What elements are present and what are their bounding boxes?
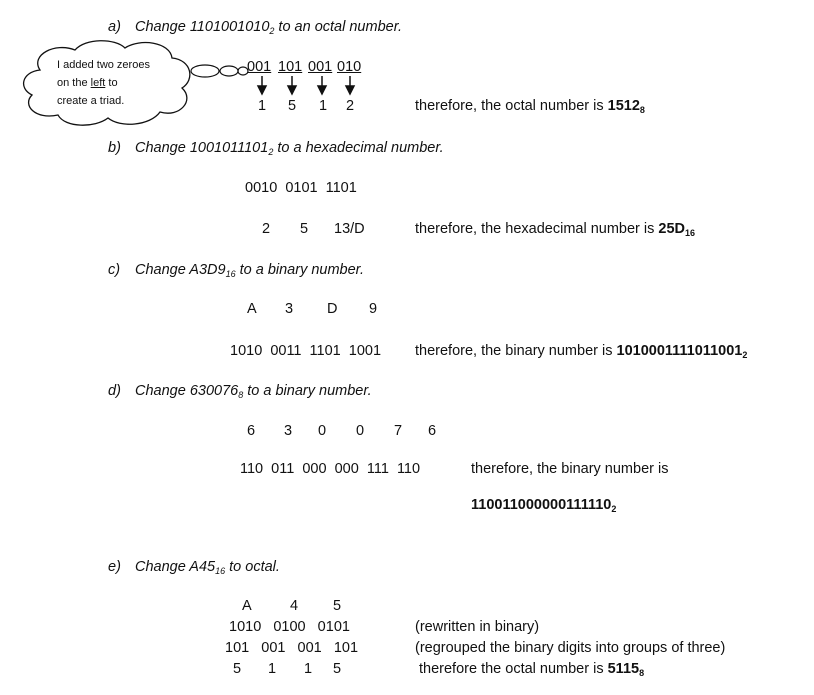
part-a-answer: therefore, the octal number is $1512_8$ (415, 98, 645, 115)
digit: 4 (290, 598, 299, 614)
digit: 5 (300, 221, 309, 237)
digit: A (242, 598, 252, 614)
digit: 2 (346, 98, 355, 114)
part-c-label: c) (108, 262, 121, 278)
part-d-question: Change $630076_8$ to a binary number. (135, 383, 372, 400)
note-regrouped: (regrouped the binary digits into groups of three) (415, 640, 726, 656)
part-a-question: Change $1101001010_2$ to an octal number. (135, 19, 403, 36)
triad: 010 (337, 59, 362, 75)
triad: 101 (278, 59, 303, 75)
part-e-label: e) (108, 559, 121, 575)
part-e-answer: therefore the octal number is $5115_8$ (419, 661, 645, 678)
digit: 0 (318, 423, 327, 439)
digit: 3 (285, 301, 294, 317)
thought-bubble-large (191, 65, 219, 77)
digit: 13/D (334, 221, 365, 237)
digit: 1 (319, 98, 328, 114)
part-b-question: Change $1001011101_2$ to a hexadecimal number. (135, 140, 444, 157)
part-c-answer: therefore, the binary number is $1010001111011001_2$ (415, 343, 748, 360)
part-d-label: d) (108, 383, 121, 399)
part-e-question: Change $A45_{16}$ to octal. (135, 559, 280, 576)
digit: 5 (233, 661, 242, 677)
regrouped-row: 101 001 001 101 (225, 640, 359, 656)
thought-bubble-medium (220, 66, 238, 76)
digit: 6 (247, 423, 256, 439)
digit: 1 (304, 661, 313, 677)
digit: 5 (333, 598, 342, 614)
part-b-answer: therefore, the hexadecimal number is $25D_{16}$ (415, 221, 696, 238)
digit: D (327, 301, 338, 317)
digit: 5 (333, 661, 342, 677)
arrows (258, 76, 354, 94)
groups: 110 011 000 000 111 110 (240, 461, 421, 477)
digit: 7 (394, 423, 403, 439)
part-a-label: a) (108, 19, 121, 35)
triad: 001 (308, 59, 333, 75)
digit: 0 (356, 423, 365, 439)
part-d-answer: $110011000000111110_2$ (471, 497, 617, 514)
digit: 9 (369, 301, 378, 317)
part-c-question: Change $A3D9_{16}$ to a binary number. (135, 262, 364, 279)
digit: 1 (268, 661, 277, 677)
triad: 001 (247, 59, 272, 75)
note-rewritten: (rewritten in binary) (415, 619, 540, 635)
groups: 1010 0011 1101 1001 (230, 343, 382, 359)
groups: 0010 0101 1101 (245, 180, 357, 196)
digit: 6 (428, 423, 437, 439)
thought-cloud-text: I added two zeroes on the left to create a triad. (57, 59, 150, 107)
part-b-label: b) (108, 140, 121, 156)
digit: 3 (284, 423, 293, 439)
part-d-answer-text: therefore, the binary number is (471, 461, 669, 477)
digit: A (247, 301, 257, 317)
digit: 5 (288, 98, 297, 114)
binary-row: 1010 0100 0101 (229, 619, 350, 635)
digit: 2 (262, 221, 271, 237)
digit: 1 (258, 98, 267, 114)
